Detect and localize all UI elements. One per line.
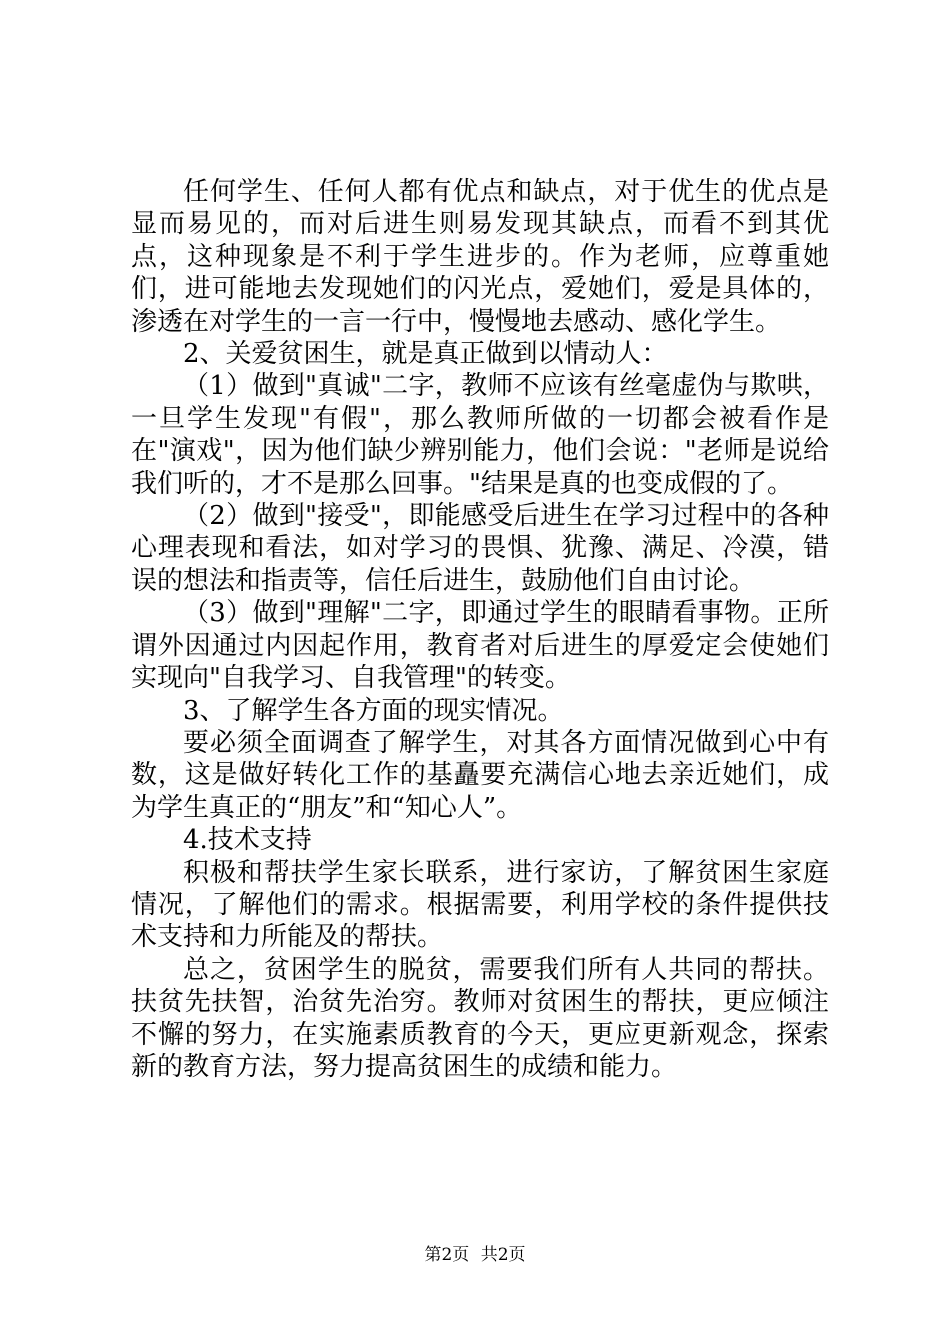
paragraph-strengths: 任何学生、任何人都有优点和缺点，对于优生的优点是显而易见的，而对后进生则易发现其缺点，而看不到其优点，这种现象是不利于学生进步的。作为老师，应尊重她们，进可能地去发现她们的闪光点，爱她们，爱是具体的，渗透在对学生的一言一行中，慢慢地去感动、感化学生。 xyxy=(131,177,829,337)
heading-technical-support: 4.技术支持 xyxy=(183,825,312,856)
paragraph-understanding: （3）做到"理解"二字，即通过学生的眼睛看事物。正所谓外因通过内因起作用，教育者对后进生的厚爱定会使她们实现向"自我学习、自我管理"的转变。 xyxy=(131,598,829,694)
page-total: 共2页 xyxy=(480,1245,526,1265)
heading-understand-situation: 3、了解学生各方面的现实情况。 xyxy=(183,695,564,726)
paragraph-home-visits: 积极和帮扶学生家长联系，进行家访，了解贫困生家庭情况，了解他们的需求。根据需要，利用学校的条件提供技术支持和力所能及的帮扶。 xyxy=(131,857,829,953)
paragraph-investigation: 要必须全面调查了解学生，对其各方面情况做到心中有数，这是做好转化工作的基矗要充满信心地去亲近她们，成为学生真正的“朋友”和“知心人”。 xyxy=(131,727,829,823)
page-footer xyxy=(0,1244,950,1266)
paragraph-acceptance: （2）做到"接受"，即能感受后进生在学习过程中的各种心理表现和看法，如对学习的畏惧、犹豫、满足、冷漠，错误的想法和指责等，信任后进生，鼓励他们自由讨论。 xyxy=(131,501,829,596)
page-number: 第2页 xyxy=(424,1245,470,1265)
heading-care-for-poor-students: 2、关爱贫困生，就是真正做到以情动人： xyxy=(183,339,668,370)
paragraph-conclusion: 总之，贫困学生的脱贫，需要我们所有人共同的帮扶。扶贫先扶智，治贫先治穷。教师对贫困生的帮扶，更应倾注不懈的努力，在实施素质教育的今天，更应更新观念，探索新的教育方法，努力提高贫困生的成绩和能力。 xyxy=(131,954,829,1082)
paragraph-sincerity: （1）做到"真诚"二字，教师不应该有丝毫虚伪与欺哄，一旦学生发现"有假"，那么教师所做的一切都会被看作是在"演戏"，因为他们缺少辨别能力，他们会说："老师是说给我们听的，才不是那么回事。"结果是真的也变成假的了。 xyxy=(131,371,829,499)
document-body xyxy=(131,176,829,1083)
